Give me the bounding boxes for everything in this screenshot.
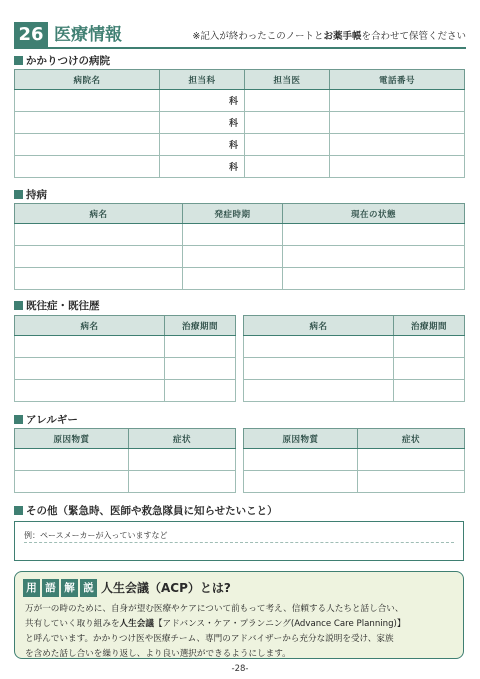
glossary-text: 共有していく取り組みを bbox=[25, 619, 120, 629]
table-header-row bbox=[15, 70, 465, 90]
table-row bbox=[15, 471, 236, 493]
table-row bbox=[15, 224, 465, 246]
col-header: 病名 bbox=[15, 316, 165, 336]
col-header: 症状 bbox=[358, 429, 465, 449]
disease-cell[interactable] bbox=[15, 268, 183, 290]
col-header: 病院名 bbox=[15, 70, 160, 90]
hospital-name-cell[interactable] bbox=[15, 156, 160, 178]
treatment-period-cell[interactable] bbox=[394, 358, 465, 380]
table-row bbox=[15, 112, 465, 134]
chronic-table bbox=[14, 203, 465, 290]
col-header: 担当医 bbox=[245, 70, 330, 90]
col-header: 治療期間 bbox=[165, 316, 236, 336]
table-row bbox=[15, 336, 236, 358]
col-header: 病名 bbox=[15, 204, 183, 224]
glossary-line: と呼んでいます。かかりつけ医や医療チーム、専門のアドバイザーから充分な説明を受け、家族 bbox=[25, 634, 394, 644]
page-header bbox=[14, 22, 466, 48]
glossary-term-bold: 人生会議 bbox=[119, 619, 154, 629]
col-header: 担当科 bbox=[160, 70, 245, 90]
section-title-allergy bbox=[14, 413, 78, 427]
section-title-text: 既往症・既往歴 bbox=[26, 300, 100, 312]
disease-cell[interactable] bbox=[15, 246, 183, 268]
cause-cell[interactable] bbox=[244, 471, 358, 493]
section-title-hospitals bbox=[14, 54, 110, 68]
disease-cell[interactable] bbox=[244, 336, 394, 358]
cause-cell[interactable] bbox=[15, 449, 129, 471]
history-table-left bbox=[14, 315, 236, 402]
other-notes-box[interactable] bbox=[14, 521, 464, 561]
table-row bbox=[15, 134, 465, 156]
doctor-cell[interactable] bbox=[245, 134, 330, 156]
table-header-row bbox=[15, 316, 236, 336]
glossary-line: を含めた話し合いを繰り返し、より良い選択ができるようにします。 bbox=[25, 649, 291, 659]
square-bullet-icon bbox=[14, 301, 23, 310]
table-row bbox=[15, 246, 465, 268]
header-note-prefix: ※記入が終わったこのノートと bbox=[192, 31, 324, 42]
col-header: 発症時期 bbox=[183, 204, 283, 224]
glossary-box bbox=[14, 571, 464, 659]
treatment-period-cell[interactable] bbox=[394, 336, 465, 358]
dashed-divider bbox=[24, 542, 454, 543]
table-header-row bbox=[15, 429, 236, 449]
table-row bbox=[244, 336, 465, 358]
disease-cell[interactable] bbox=[244, 358, 394, 380]
col-header: 電話番号 bbox=[330, 70, 465, 90]
hospital-name-cell[interactable] bbox=[15, 112, 160, 134]
disease-cell[interactable] bbox=[15, 336, 165, 358]
section-title-other bbox=[14, 504, 278, 518]
table-row bbox=[244, 449, 465, 471]
col-header: 現在の状態 bbox=[283, 204, 465, 224]
doctor-cell[interactable] bbox=[245, 156, 330, 178]
col-header: 治療期間 bbox=[394, 316, 465, 336]
table-row bbox=[244, 471, 465, 493]
doctor-cell[interactable] bbox=[245, 112, 330, 134]
section-number-badge: 26 bbox=[14, 22, 48, 48]
cause-cell[interactable] bbox=[244, 449, 358, 471]
allergy-table-left bbox=[14, 428, 236, 493]
section-title-text: その他（緊急時、医師や救急隊員に知らせたいこと） bbox=[26, 505, 278, 517]
symptom-cell[interactable] bbox=[129, 449, 236, 471]
col-header: 病名 bbox=[244, 316, 394, 336]
treatment-period-cell[interactable] bbox=[165, 380, 236, 402]
table-row bbox=[244, 380, 465, 402]
glossary-tag bbox=[23, 579, 97, 597]
onset-cell[interactable] bbox=[183, 268, 283, 290]
square-bullet-icon bbox=[14, 190, 23, 199]
hospital-name-cell[interactable] bbox=[15, 90, 160, 112]
department-cell[interactable]: 科 bbox=[160, 90, 245, 112]
square-bullet-icon bbox=[14, 506, 23, 515]
glossary-line bbox=[25, 617, 457, 632]
disease-cell[interactable] bbox=[15, 358, 165, 380]
symptom-cell[interactable] bbox=[358, 449, 465, 471]
status-cell[interactable] bbox=[283, 268, 465, 290]
table-row bbox=[244, 358, 465, 380]
treatment-period-cell[interactable] bbox=[165, 358, 236, 380]
table-row bbox=[15, 90, 465, 112]
glossary-tag-char: 解 bbox=[61, 579, 78, 597]
glossary-tag-char: 語 bbox=[42, 579, 59, 597]
onset-cell[interactable] bbox=[183, 246, 283, 268]
phone-cell[interactable] bbox=[330, 112, 465, 134]
header-note bbox=[192, 30, 466, 44]
glossary-line: 万が一の時のために、自身が望む医療やケアについて前もって考え、信頼する人たちと話し合い、 bbox=[25, 604, 404, 614]
col-header: 原因物質 bbox=[244, 429, 358, 449]
glossary-text: 【アドバンス・ケア・プランニング(Advance Care Planning)】 bbox=[153, 619, 406, 629]
table-row bbox=[15, 358, 236, 380]
section-title-history bbox=[14, 299, 100, 313]
table-row bbox=[15, 449, 236, 471]
glossary-body bbox=[25, 602, 457, 662]
glossary-title: 人生会議（ACP）とは? bbox=[101, 581, 231, 595]
status-cell[interactable] bbox=[283, 224, 465, 246]
disease-cell[interactable] bbox=[244, 380, 394, 402]
table-header-row bbox=[244, 316, 465, 336]
table-row bbox=[15, 156, 465, 178]
table-header-row bbox=[15, 204, 465, 224]
phone-cell[interactable] bbox=[330, 156, 465, 178]
disease-cell[interactable] bbox=[15, 224, 183, 246]
col-header: 原因物質 bbox=[15, 429, 129, 449]
header-note-bold: お薬手帳 bbox=[323, 31, 362, 42]
col-header: 症状 bbox=[129, 429, 236, 449]
history-table-right bbox=[243, 315, 465, 402]
symptom-cell[interactable] bbox=[129, 471, 236, 493]
glossary-tag-char: 用 bbox=[23, 579, 40, 597]
hospitals-table bbox=[14, 69, 465, 178]
cause-cell[interactable] bbox=[15, 471, 129, 493]
department-cell[interactable]: 科 bbox=[160, 112, 245, 134]
table-row bbox=[15, 380, 236, 402]
square-bullet-icon bbox=[14, 415, 23, 424]
section-title-chronic bbox=[14, 188, 47, 202]
department-cell[interactable]: 科 bbox=[160, 134, 245, 156]
section-title-text: 持病 bbox=[26, 189, 47, 201]
allergy-table-right bbox=[243, 428, 465, 493]
glossary-tag-char: 説 bbox=[80, 579, 97, 597]
header-rule bbox=[14, 47, 466, 49]
treatment-period-cell[interactable] bbox=[394, 380, 465, 402]
section-title-text: かかりつけの病院 bbox=[26, 55, 110, 67]
header-note-suffix: を合わせて保管ください bbox=[361, 31, 466, 42]
hospital-name-cell[interactable] bbox=[15, 134, 160, 156]
symptom-cell[interactable] bbox=[358, 471, 465, 493]
square-bullet-icon bbox=[14, 56, 23, 65]
phone-cell[interactable] bbox=[330, 134, 465, 156]
page-number: -28- bbox=[231, 664, 249, 674]
doctor-cell[interactable] bbox=[245, 90, 330, 112]
table-row bbox=[15, 268, 465, 290]
phone-cell[interactable] bbox=[330, 90, 465, 112]
department-cell[interactable]: 科 bbox=[160, 156, 245, 178]
other-example-text: 例：ペースメーカーが入っていますなど bbox=[24, 531, 168, 540]
disease-cell[interactable] bbox=[15, 380, 165, 402]
onset-cell[interactable] bbox=[183, 224, 283, 246]
table-header-row bbox=[244, 429, 465, 449]
status-cell[interactable] bbox=[283, 246, 465, 268]
section-title-text: アレルギー bbox=[26, 414, 78, 426]
treatment-period-cell[interactable] bbox=[165, 336, 236, 358]
page-title: 医療情報 bbox=[54, 25, 122, 45]
